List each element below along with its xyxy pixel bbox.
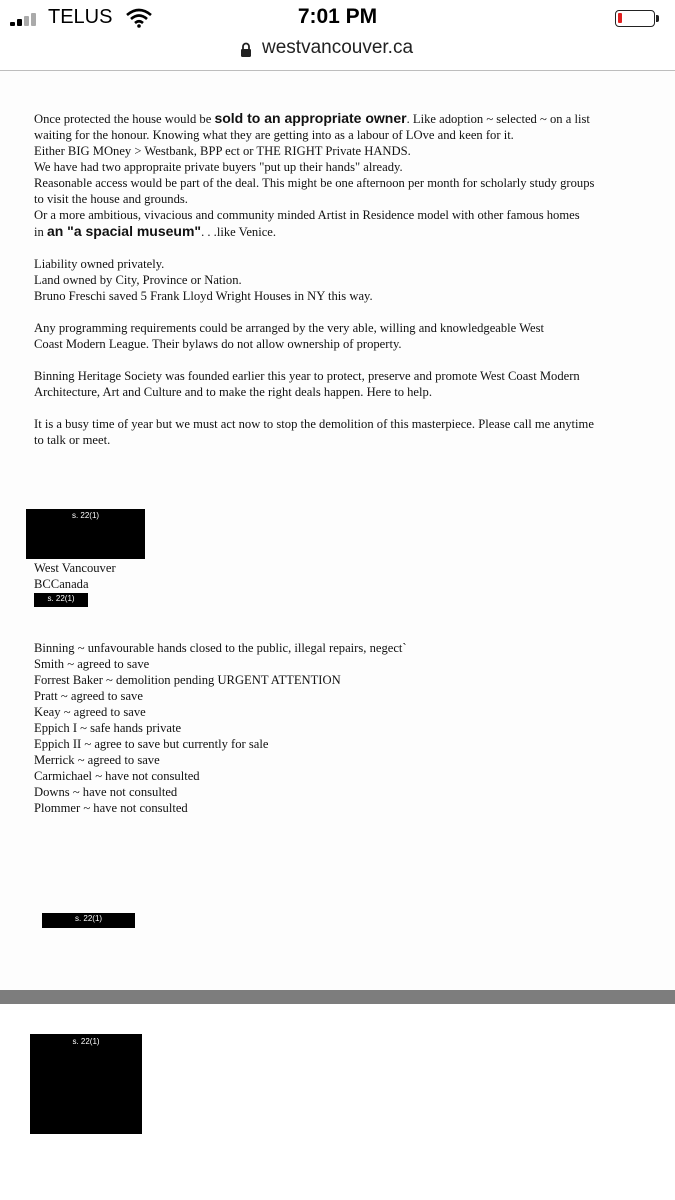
list-item: Plommer ~ have not consulted	[34, 801, 188, 815]
paragraph-society	[34, 368, 580, 400]
text-line: It is a busy time of year but we must act now to stop the demolition of this masterpiece. Please call me anytime	[34, 417, 594, 431]
text-line: Liability owned privately.	[34, 257, 165, 271]
text-line: Bruno Freschi saved 5 Frank Lloyd Wright Houses in NY this way.	[34, 289, 373, 303]
battery-tip	[656, 15, 659, 22]
text-line: to visit the house and grounds.	[34, 192, 188, 206]
battery-level	[618, 13, 622, 23]
text-segment: in	[34, 225, 47, 239]
text-line: Coast Modern League. Their bylaws do not allow ownership of property.	[34, 337, 402, 351]
redaction-label: s. 22(1)	[47, 594, 75, 603]
text-line: Architecture, Art and Culture and to make the right deals happen. Here to help.	[34, 385, 432, 399]
text-line: Either BIG MOney > Westbank, BPP ect or THE RIGHT Private HANDS.	[34, 144, 411, 158]
signature-city: West Vancouver	[34, 561, 116, 575]
redaction-label: s. 22(1)	[71, 511, 100, 520]
text-line	[34, 223, 594, 240]
document-page-2[interactable]	[0, 1004, 675, 1200]
redaction-box	[26, 509, 145, 559]
redaction-box	[42, 913, 135, 928]
paragraph-ownership	[34, 110, 594, 240]
text-segment: . . .like Venice.	[201, 225, 277, 239]
text-line: Land owned by City, Province or Nation.	[34, 273, 242, 287]
text-line: Or a more ambitious, vivacious and community minded Artist in Residence model with other famous homes	[34, 208, 580, 222]
list-item: Keay ~ agreed to save	[34, 705, 146, 719]
paragraph-liability	[34, 256, 373, 304]
list-item: Eppich II ~ agree to save but currently for sale	[34, 737, 269, 751]
text-line: We have had two appropraite private buyers "put up their hands" already.	[34, 160, 403, 174]
list-item: Downs ~ have not consulted	[34, 785, 178, 799]
text-line: Reasonable access would be part of the deal. This might be one afternoon per month for scholarly study groups	[34, 176, 595, 190]
page-separator	[0, 990, 675, 1004]
list-item: Carmichael ~ have not consulted	[34, 769, 200, 783]
redaction-label: s. 22(1)	[74, 914, 103, 923]
list-item: Forrest Baker ~ demolition pending URGENT ATTENTION	[34, 673, 341, 687]
lock-icon	[240, 42, 252, 57]
battery-icon	[615, 10, 655, 27]
list-item: Smith ~ agreed to save	[34, 657, 150, 671]
list-item: Eppich I ~ safe hands private	[34, 721, 182, 735]
paragraph-programming	[34, 320, 544, 352]
house-status-list	[34, 640, 407, 816]
list-item: Pratt ~ agreed to save	[34, 689, 143, 703]
signature-province: BCCanada	[34, 577, 89, 591]
carrier-name: TELUS	[48, 6, 113, 28]
redaction-label: s. 22(1)	[72, 1037, 100, 1046]
paragraph-call-to-action	[34, 416, 594, 448]
document-page[interactable]	[0, 71, 675, 990]
text-segment: . Like adoption ~ selected ~ on a list	[406, 112, 590, 126]
text-line: Binning Heritage Society was founded earlier this year to protect, preserve and promote West Coast Modern	[34, 369, 580, 383]
status-bar	[0, 0, 675, 36]
bold-phrase: an "a spacial museum"	[46, 223, 202, 239]
text-line: Any programming requirements could be arranged by the very able, willing and knowledgeable West	[34, 321, 545, 335]
bold-phrase: sold to an appropriate owner	[214, 110, 407, 126]
signature-block	[34, 560, 116, 592]
list-item: Merrick ~ agreed to save	[34, 753, 160, 767]
list-item: Binning ~ unfavourable hands closed to the public, illegal repairs, negect`	[34, 641, 407, 655]
clock: 7:01 PM	[297, 5, 378, 28]
redaction-box	[30, 1034, 142, 1134]
text-line: waiting for the honour. Knowing what they are getting into as a labour of LOve and keen for it.	[34, 128, 514, 142]
text-line: to talk or meet.	[34, 433, 111, 447]
redaction-box	[34, 593, 88, 607]
text-line	[34, 110, 594, 127]
url-text[interactable]: westvancouver.ca	[262, 37, 414, 58]
text-segment: Once protected the house would be	[34, 112, 215, 126]
